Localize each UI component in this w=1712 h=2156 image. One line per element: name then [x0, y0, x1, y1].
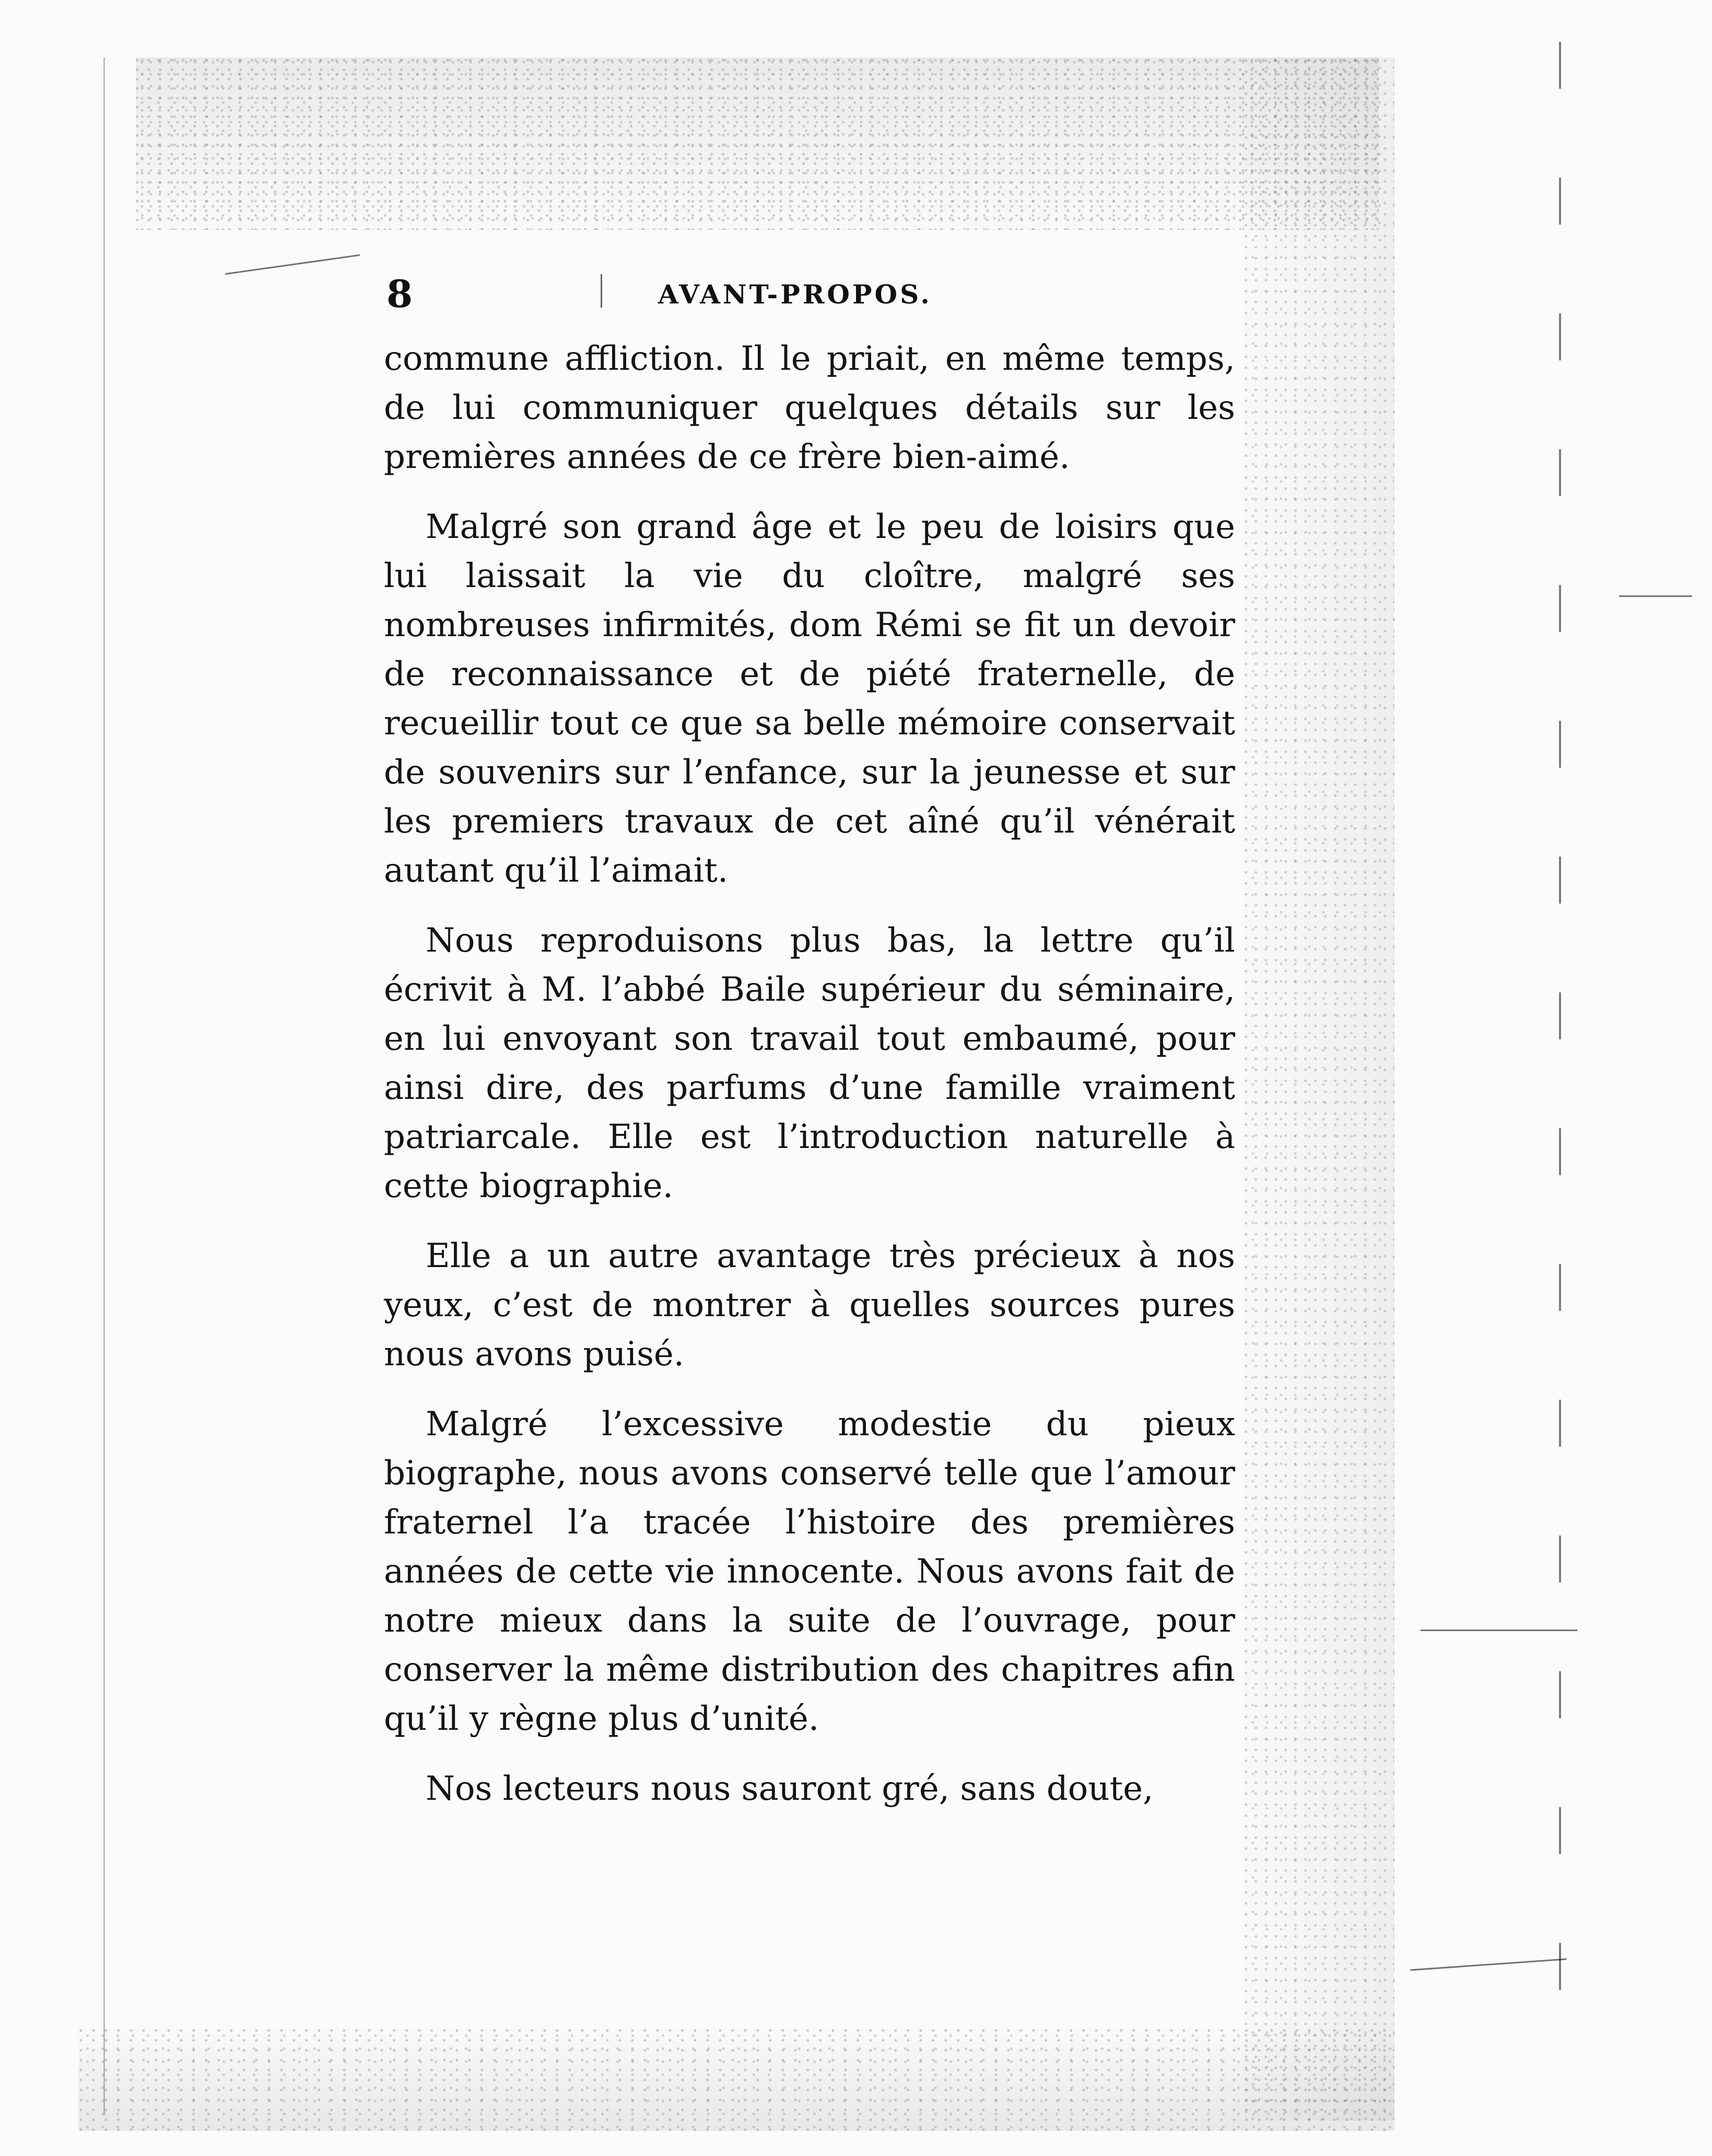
page-edge-right: [1559, 42, 1561, 2079]
page-header: [386, 272, 1243, 316]
scan-mark: [1410, 1959, 1566, 1971]
scan-noise-bottom: [78, 2026, 1394, 2131]
paragraph: Malgré l’excessive modestie du pieux biographe, nous avons conservé telle que l’amour fraternel l’a tracée l’histoire des premières années de cette vie innocente. Nous avons fait de notre mieux dans la suite de l’ouvrage, pour conserver la même distribution des chapitres afin qu’il y règne plus d’unité.: [384, 1405, 1235, 1738]
page-edge-left: [103, 57, 105, 2115]
header-divider: [601, 274, 602, 308]
running-head: AVANT-PROPOS.: [658, 279, 932, 310]
paragraph: Nos lecteurs nous sauront gré, sans doute,: [426, 1770, 1154, 1808]
paragraph: commune affliction. Il le priait, en même temps, de lui communiquer quelques détails sur les premières années de ce frère bien-aimé.: [384, 339, 1235, 476]
scan-mark: [1421, 1630, 1577, 1631]
scan-mark: [1619, 595, 1692, 597]
paragraph: Malgré son grand âge et le peu de loisirs que lui laissait la vie du cloître, malgré ses nombreuses infirmités, dom Rémi se fit un devoir de reconnaissance et de piété fraternelle, de recueillir tout ce que sa belle mémoire conservait de souvenirs sur l’enfance, sur la jeunesse et sur les premiers travaux de cet aîné qu’il vénérait autant qu’il l’aimait.: [384, 508, 1235, 890]
scan-noise-right: [1243, 57, 1394, 2120]
paragraph: Nous reproduisons plus bas, la lettre qu’il écrivit à M. l’abbé Baile supérieur du séminaire, en lui envoyant son travail tout embaumé, pour ainsi dire, des parfums d’une famille vraiment patriarcale. Elle est l’introduction naturelle à cette biographie.: [384, 921, 1235, 1205]
body-text: [384, 334, 1235, 1813]
scan-mark: [225, 254, 360, 275]
scan-noise-top: [136, 57, 1379, 230]
paragraph: Elle a un autre avantage très précieux à nos yeux, c’est de montrer à quelles sources pures nous avons puisé.: [384, 1237, 1235, 1374]
page-number: 8: [386, 272, 413, 316]
